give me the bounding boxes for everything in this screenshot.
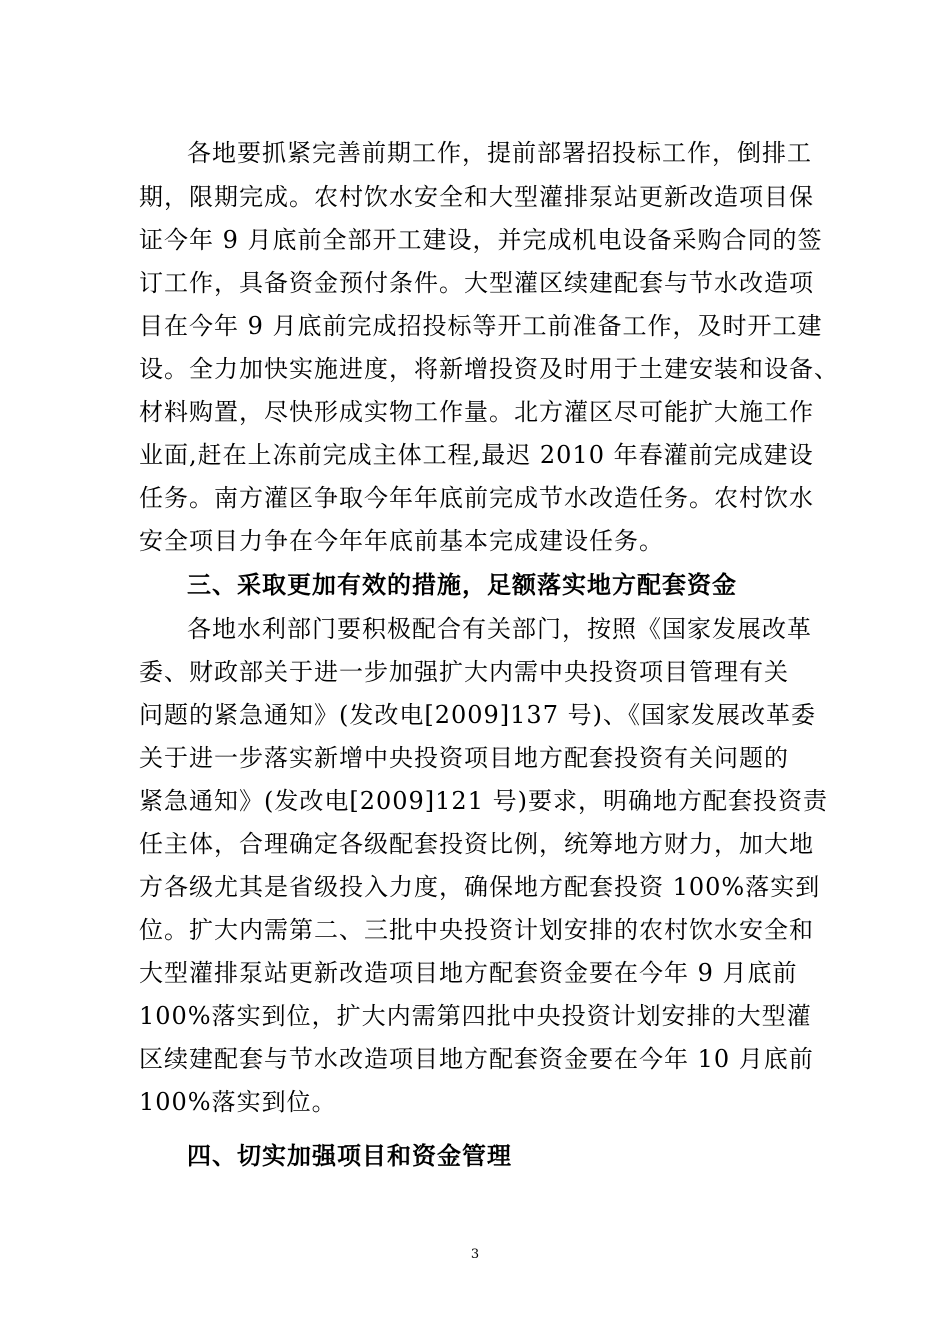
paragraph-line: 订工作，具备资金预付条件。大型灌区续建配套与节水改造项: [139, 269, 814, 297]
paragraph-line: 各地要抓紧完善前期工作，提前部署招投标工作，倒排工: [187, 139, 812, 167]
paragraph-line: 问题的紧急通知》(发改电[2009]137 号)、《国家发展改革委: [139, 701, 816, 729]
section-heading-3: 三、采取更加有效的措施，足额落实地方配套资金: [187, 571, 737, 599]
paragraph-line: 证今年 9 月底前全部开工建设，并完成机电设备采购合同的签: [139, 226, 823, 254]
paragraph-line: 关于进一步落实新增中央投资项目地方配套投资有关问题的: [139, 744, 789, 772]
paragraph-line: 业面,赶在上冻前完成主体工程,最迟 2010 年春灌前完成建设: [139, 441, 814, 469]
paragraph-line: 紧急通知》(发改电[2009]121 号)要求，明确地方配套投资责: [139, 787, 828, 815]
paragraph-line: 任主体，合理确定各级配套投资比例，统筹地方财力，加大地: [139, 830, 814, 858]
paragraph-line: 目在今年 9 月底前完成招投标等开工前准备工作，及时开工建: [139, 312, 823, 340]
paragraph-line: 大型灌排泵站更新改造项目地方配套资金要在今年 9 月底前: [139, 959, 798, 987]
paragraph-line: 委、财政部关于进一步加强扩大内需中央投资项目管理有关: [139, 658, 789, 686]
paragraph-line: 各地水利部门要积极配合有关部门，按照《国家发展改革: [187, 615, 812, 643]
paragraph-line: 期，限期完成。农村饮水安全和大型灌排泵站更新改造项目保: [139, 183, 814, 211]
paragraph-line: 安全项目力争在今年年底前基本完成建设任务。: [139, 527, 664, 555]
paragraph-line: 位。扩大内需第二、三批中央投资计划安排的农村饮水安全和: [139, 916, 814, 944]
page-number: 3: [470, 1247, 480, 1262]
paragraph-line: 100%落实到位，扩大内需第四批中央投资计划安排的大型灌: [139, 1002, 812, 1030]
paragraph-line: 区续建配套与节水改造项目地方配套资金要在今年 10 月底前: [139, 1045, 814, 1073]
paragraph-line: 材料购置，尽快形成实物工作量。北方灌区尽可能扩大施工作: [139, 398, 814, 426]
paragraph-line: 100%落实到位。: [139, 1088, 337, 1116]
paragraph-line: 任务。南方灌区争取今年年底前完成节水改造任务。农村饮水: [139, 484, 814, 512]
paragraph-line: 设。全力加快实施进度，将新增投资及时用于土建安装和设备、: [139, 355, 839, 383]
paragraph-line: 方各级尤其是省级投入力度，确保地方配套投资 100%落实到: [139, 873, 821, 901]
section-heading-4: 四、切实加强项目和资金管理: [187, 1142, 512, 1170]
